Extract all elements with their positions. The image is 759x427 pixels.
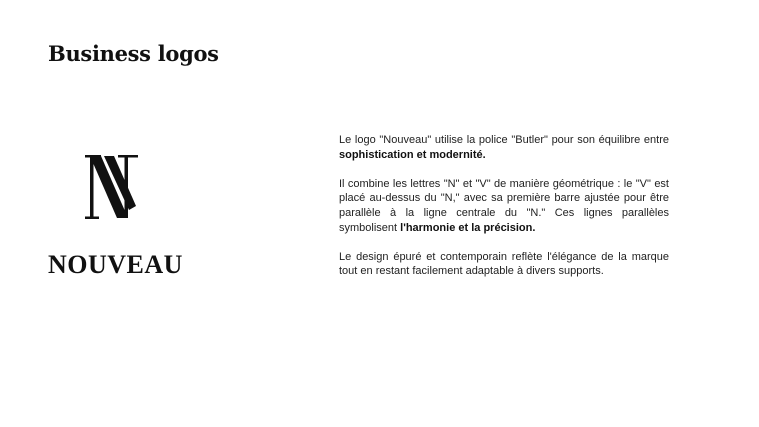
description-emphasis: l'harmonie et la précision. [400, 221, 536, 234]
description-paragraph-3 [339, 250, 669, 279]
description-emphasis: sophistication et modernité. [339, 148, 486, 161]
logo-serif-top-left [85, 155, 101, 158]
page-title: Business logos [48, 41, 219, 66]
logo-serif-top-right [118, 155, 138, 158]
description-paragraph-2 [339, 177, 669, 235]
n-v-monogram-icon [84, 152, 140, 222]
description-text: Il combine les lettres "N" et "V" de manière géométrique : le "V" est placé au-dessus du "N," avec sa première barre ajustée pour être parallèle à la ligne centrale du "N." Ces lignes parallèles symbolisent [339, 177, 669, 234]
logo-wordmark: NOUVEAU [48, 250, 183, 279]
description-paragraph-1 [339, 133, 669, 162]
logo-serif-bottom-left [85, 217, 99, 220]
description-text: Le logo "Nouveau" utilise la police "Butler" pour son équilibre entre [339, 134, 669, 146]
logo-n-left-stem [90, 156, 94, 218]
description-text: Le design épuré et contemporain reflète l'élégance de la marque tout en restant facilement adaptable à divers supports. [339, 250, 669, 278]
logo-description [339, 133, 669, 294]
